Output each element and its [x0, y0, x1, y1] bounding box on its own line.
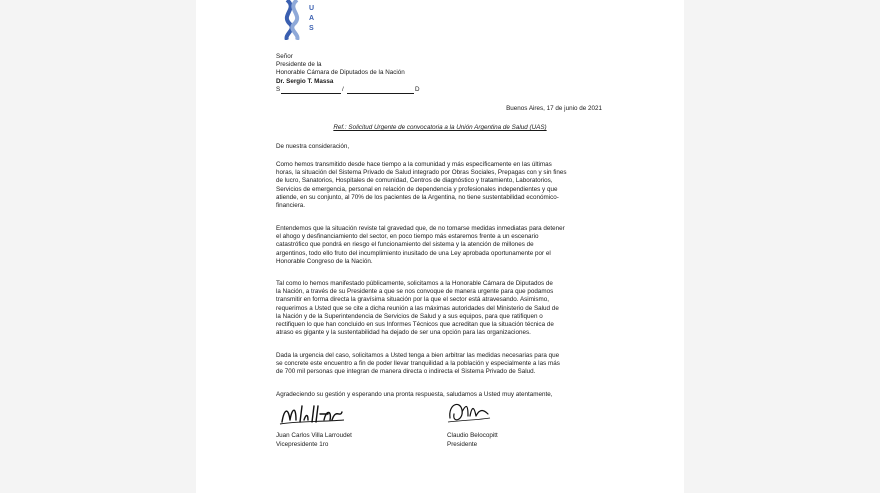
paragraph-4: [276, 352, 602, 377]
recipient-block: [276, 53, 576, 95]
letter-date: Buenos Aires, 17 de junio de 2021: [506, 105, 602, 112]
signer-1-name: Juan Carlos Villa Larroudet: [276, 432, 352, 439]
paragraph-line: argentinos, todo ello fruto del incumplimiento inusitado de una Ley aprobada oportunamente por el: [276, 249, 551, 257]
uas-logo: [276, 0, 328, 40]
paragraph-2: [276, 225, 602, 266]
paragraph-line: Dada la urgencia del caso, solicitamos a Usted tenga a bien arbitrar las medidas necesarias para que: [276, 352, 560, 359]
paragraph-line: el ahogo y desfinanciamiento del sector, en poco tiempo más estaremos frente a un escenario: [276, 233, 539, 241]
paragraph-line: Tal como lo hemos manifestado públicamente, solicitamos a la Honorable Cámara de Diputados de: [276, 280, 553, 287]
paragraph-line: se concrete este encuentro a fin de poder llevar tranquilidad a la población y especialmente a las más: [276, 360, 560, 368]
paragraph-line: atiende, en su conjunto, al 70% de los pacientes de la Argentina, no tiene sustentabilidad económico-: [276, 193, 559, 201]
logo-letter-u: U: [309, 5, 315, 12]
sd-underline-right: [347, 93, 414, 94]
paragraph-line: requerimos a Usted que se cite a dicha reunión a las máximas autoridades del Ministerio de Salud de: [276, 304, 559, 312]
recipient-salutation: Señor: [276, 53, 293, 60]
paragraph-line: de lucro, Sanatorios, Hospitales de comunidad, Centros de diagnóstico y tratamiento, Laboratorios,: [276, 177, 553, 185]
sd-s-letter: S: [276, 85, 281, 93]
signer-1-title: Vicepresidente 1ro: [276, 441, 329, 448]
paragraph-line: de 700 mil personas que integran de manera directa o indirecta el Sistema Privado de Salud.: [276, 368, 536, 376]
letter-greeting: De nuestra consideración,: [276, 143, 350, 150]
paragraph-line: atraso es gigante y la sustentabilidad ha dejado de ser una opción para las organizaciones.: [276, 329, 531, 337]
recipient-institution: Honorable Cámara de Diputados de la Nación: [276, 69, 405, 77]
letter-closing: Agradeciendo su gestión y esperando una pronta respuesta, saludamos a Usted muy atentamente,: [276, 391, 553, 398]
paragraph-line: la Nación, a través de su Presidente a que se nos convoque de manera urgente para que podamos: [276, 288, 554, 296]
sd-d-letter: D: [415, 85, 420, 93]
recipient-name: Dr. Sergio T. Massa: [276, 77, 334, 85]
handwritten-signature-icon: [444, 400, 524, 428]
signature-villa-larroudet: [278, 400, 358, 428]
sd-slash: /: [342, 85, 344, 93]
logo-letter-s: S: [309, 25, 314, 32]
signer-2-title: Presidente: [447, 441, 478, 448]
paragraph-line: Servicios de emergencia, personal en relación de dependencia y profesionales independientes y que: [276, 185, 558, 193]
paragraph-line: la Nación y de la Superintendencia de Servicios de Salud y a sus equipos, para que ratifiquen o: [276, 312, 543, 320]
paragraph-1: [276, 161, 602, 210]
logo-letter-a: A: [309, 15, 315, 22]
paragraph-3: [276, 280, 602, 337]
letter-reference: Ref.: Solicitud Urgente de convocatoria a la Unión Argentina de Salud (UAS): [333, 124, 547, 131]
paragraph-line: Como hemos transmitido desde hace tiempo a la comunidad y más específicamente en las últimas: [276, 161, 552, 168]
paragraph-line: transmitir en forma directa la gravísima situación por la que el sector está atravesando. Asimismo,: [276, 296, 549, 304]
paragraph-line: catastrófico que pondrá en riesgo el funcionamiento del sistema y la atención de millones de: [276, 241, 534, 249]
paragraph-line: horas, la situación del Sistema Privado de Salud integrado por Obras Sociales, Prepagas con y sin fines: [276, 169, 567, 177]
handwritten-signature-icon: [278, 400, 358, 428]
paragraph-line: financiera.: [276, 202, 306, 210]
signature-belocopitt: [444, 400, 524, 428]
sd-line: [276, 86, 576, 95]
paragraph-line: rectifiquen lo que han concluido en sus Informes Técnicos que acreditan que la situación técnica de: [276, 321, 554, 329]
sd-underline-left: [281, 93, 341, 94]
paragraph-line: Honorable Congreso de la Nación.: [276, 257, 373, 265]
letter-page: [196, 0, 684, 493]
dna-helix-logo-icon: [276, 0, 328, 40]
paragraph-line: Entendemos que la situación reviste tal gravedad que, de no tomarse medidas inmediatas para detener: [276, 225, 565, 232]
recipient-role: Presidente de la: [276, 61, 322, 69]
signer-2-name: Claudio Belocopitt: [447, 432, 498, 439]
